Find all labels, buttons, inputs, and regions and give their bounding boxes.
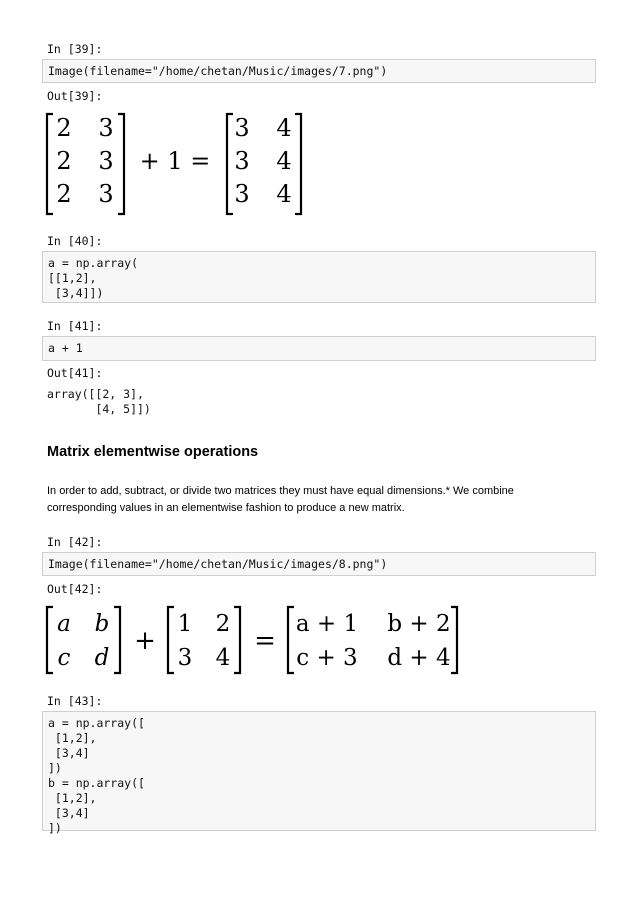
equals-operator: = [254,626,276,656]
out-prompt-41: Out[41]: [47,366,103,380]
plus-one-equals-operator: + 1 = [139,147,211,175]
m2-cell: 4 [215,645,231,671]
left-matrix-cell: 2 [56,114,72,142]
right-matrix-cell: 4 [276,180,292,208]
right-matrix-cell: 3 [234,114,250,142]
in-prompt-40: In [40]: [47,234,103,248]
code-cell-42[interactable]: Image(filename="/home/chetan/Music/images/8.png") [42,552,596,576]
right-matrix-cell: 3 [234,180,250,208]
matrix-image-7 [44,110,314,218]
m1-cell: c [57,645,71,671]
m2-cell: 3 [177,645,193,671]
out-prompt-39: Out[39]: [47,89,103,103]
m2-cell: 2 [215,611,231,637]
section-paragraph: In order to add, subtract, or divide two matrices they must have equal dimensions.* We combine corresponding values in an elementwise fashion to produce a new matrix. [47,485,514,514]
code-cell-39[interactable]: Image(filename="/home/chetan/Music/images/7.png") [42,59,596,83]
right-matrix-cell: 4 [276,114,292,142]
left-matrix-cell: 3 [98,180,114,208]
m3-cell: b + 2 [387,611,451,637]
right-matrix-cell: 3 [234,147,250,175]
left-matrix-cell: 2 [56,147,72,175]
left-matrix-cell: 3 [98,114,114,142]
left-matrix-cell: 2 [56,180,72,208]
m3-cell: a + 1 [295,611,359,637]
in-prompt-43: In [43]: [47,694,103,708]
m1-cell: a [57,611,71,637]
in-prompt-41: In [41]: [47,319,103,333]
code-cell-43[interactable]: a = np.array([ [1,2], [3,4] ]) b = np.array([ [1,2], [3,4] ]) [42,711,596,831]
output-text-41: array([[2, 3], [4, 5]]) [47,387,151,416]
in-prompt-42: In [42]: [47,535,103,549]
m3-cell: c + 3 [296,645,358,671]
code-cell-40[interactable]: a = np.array( [[1,2], [3,4]]) [42,251,596,303]
matrix-image-8 [44,604,464,676]
m1-cell: d [94,645,110,671]
m3-cell: d + 4 [387,645,451,671]
right-matrix-cell: 4 [276,147,292,175]
plus-operator: + [134,626,156,656]
code-cell-41[interactable]: a + 1 [42,336,596,361]
m2-cell: 1 [177,611,193,637]
left-matrix-cell: 3 [98,147,114,175]
m1-cell: b [94,611,110,637]
out-prompt-42: Out[42]: [47,582,103,596]
in-prompt-39: In [39]: [47,42,103,56]
section-heading: Matrix elementwise operations [47,444,259,460]
